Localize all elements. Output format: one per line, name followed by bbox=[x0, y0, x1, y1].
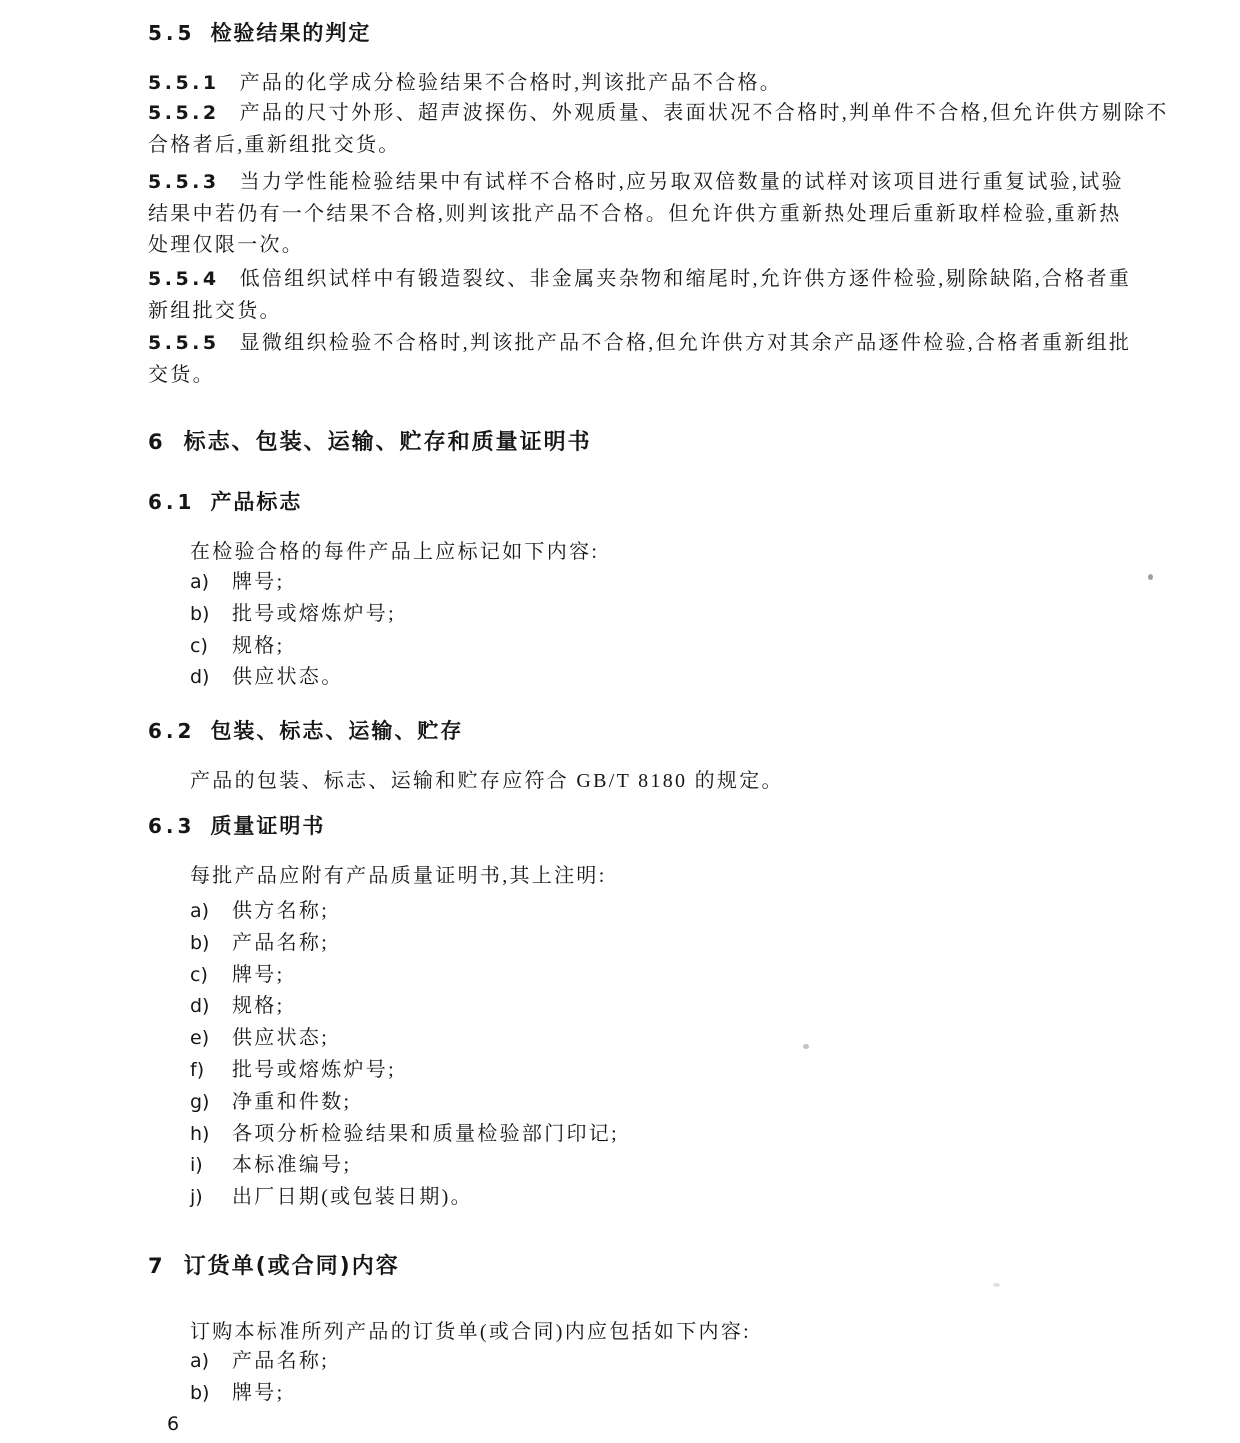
clause-5-5-5 bbox=[148, 328, 1148, 391]
list-6-1 bbox=[190, 567, 396, 694]
page-number: 6 bbox=[167, 1413, 180, 1435]
clause-line bbox=[148, 68, 1148, 100]
list-item-text: 供方名称; bbox=[232, 900, 330, 922]
list-item-label: a) bbox=[190, 1350, 210, 1372]
clause-number: 5.5.1 bbox=[148, 72, 220, 94]
clause-line bbox=[148, 264, 1148, 296]
clause-line: 处理仅限一次。 bbox=[148, 234, 305, 256]
heading-7-title: 订货单(或合同)内容 bbox=[183, 1254, 400, 1279]
clause-5-5-3 bbox=[148, 167, 1148, 262]
list-item-label: i) bbox=[190, 1154, 203, 1177]
list-item-text: 批号或熔炼炉号; bbox=[232, 602, 396, 625]
list-item-text: 出厂日期(或包装日期)。 bbox=[232, 1186, 473, 1209]
paragraph-6-1-intro: 在检验合格的每件产品上应标记如下内容: bbox=[190, 541, 600, 563]
clause-line bbox=[148, 167, 1148, 199]
list-item-text: 供应状态; bbox=[232, 1027, 330, 1050]
clause-5-5-2 bbox=[148, 98, 1169, 161]
list-item-text: 牌号; bbox=[232, 1381, 285, 1404]
list-item-label: c) bbox=[190, 634, 208, 657]
list-item bbox=[190, 1087, 619, 1119]
list-item bbox=[190, 1055, 619, 1087]
heading-6-1-title: 产品标志 bbox=[210, 490, 303, 514]
list-item-label: e) bbox=[190, 1027, 210, 1050]
heading-6-1 bbox=[148, 487, 302, 517]
clause-line: 交货。 bbox=[148, 363, 215, 386]
list-item bbox=[190, 960, 619, 992]
list-item bbox=[190, 1023, 619, 1055]
list-item-label: j) bbox=[190, 1186, 203, 1209]
paragraph-7-intro: 订购本标准所列产品的订货单(或合同)内应包括如下内容: bbox=[190, 1321, 751, 1343]
list-item-label: a) bbox=[190, 571, 210, 593]
clause-line bbox=[148, 98, 1169, 130]
heading-7 bbox=[148, 1251, 400, 1282]
list-item-text: 批号或熔炼炉号; bbox=[232, 1058, 396, 1081]
clause-line: 结果中若仍有一个结果不合格,则判该批产品不合格。但允许供方重新热处理后重新取样检验,重新热 bbox=[148, 202, 1122, 225]
heading-6-2 bbox=[148, 716, 463, 746]
heading-6 bbox=[148, 427, 592, 458]
list-item-label: d) bbox=[190, 995, 210, 1018]
heading-7-number: 7 bbox=[148, 1254, 166, 1278]
heading-6-3 bbox=[148, 811, 325, 841]
scan-speck bbox=[803, 1044, 809, 1049]
list-item-label: d) bbox=[190, 666, 210, 689]
list-item-text: 产品名称; bbox=[232, 1350, 330, 1372]
list-item bbox=[190, 567, 396, 599]
heading-6-1-number: 6.1 bbox=[148, 490, 196, 514]
list-item-text: 规格; bbox=[232, 634, 285, 657]
clause-5-5-4 bbox=[148, 264, 1148, 327]
list-item bbox=[190, 1182, 619, 1214]
heading-5-5-title: 检验结果的判定 bbox=[210, 21, 372, 45]
list-item-label: a) bbox=[190, 900, 210, 922]
clause-text: 低倍组织试样中有锻造裂纹、非金属夹杂物和缩尾时,允许供方逐件检验,剔除缺陷,合格者重 bbox=[239, 268, 1132, 290]
clause-number: 5.5.5 bbox=[148, 332, 220, 354]
clause-number: 5.5.2 bbox=[148, 102, 220, 124]
clause-text: 产品的尺寸外形、超声波探伤、外观质量、表面状况不合格时,判单件不合格,但允许供方剔除不 bbox=[239, 102, 1169, 124]
heading-6-2-title: 包装、标志、运输、贮存 bbox=[210, 719, 464, 743]
list-6-3 bbox=[190, 896, 619, 1214]
list-item bbox=[190, 928, 619, 960]
heading-6-3-title: 质量证明书 bbox=[210, 814, 326, 838]
clause-number: 5.5.3 bbox=[148, 171, 220, 193]
list-item bbox=[190, 1346, 329, 1378]
list-item-label: g) bbox=[190, 1090, 210, 1113]
list-item bbox=[190, 896, 619, 928]
scan-speck bbox=[1148, 574, 1153, 580]
clause-text: 显微组织检验不合格时,判该批产品不合格,但允许供方对其余产品逐件检验,合格者重新组批 bbox=[239, 332, 1132, 354]
list-item-label: h) bbox=[190, 1122, 210, 1145]
paragraph-6-2-body: 产品的包装、标志、运输和贮存应符合 GB/T 8180 的规定。 bbox=[190, 770, 784, 792]
list-item-label: b) bbox=[190, 1381, 210, 1404]
list-item-text: 本标准编号; bbox=[232, 1154, 352, 1177]
list-7 bbox=[190, 1346, 329, 1410]
list-item-text: 牌号; bbox=[232, 571, 285, 593]
list-item-text: 产品名称; bbox=[232, 931, 330, 954]
clause-line: 新组批交货。 bbox=[148, 299, 282, 322]
heading-6-title: 标志、包装、运输、贮存和质量证明书 bbox=[183, 430, 592, 455]
list-item bbox=[190, 1150, 619, 1182]
list-item bbox=[190, 599, 396, 631]
list-item-text: 净重和件数; bbox=[232, 1090, 352, 1113]
clause-line: 合格者后,重新组批交货。 bbox=[148, 133, 401, 156]
list-item-label: b) bbox=[190, 602, 210, 625]
heading-6-3-number: 6.3 bbox=[148, 814, 196, 838]
heading-6-number: 6 bbox=[148, 430, 166, 454]
clause-5-5-1 bbox=[148, 68, 1148, 100]
list-item bbox=[190, 662, 396, 694]
list-item-label: b) bbox=[190, 931, 210, 954]
clause-line bbox=[148, 328, 1148, 360]
clause-text: 当力学性能检验结果中有试样不合格时,应另取双倍数量的试样对该项目进行重复试验,试验 bbox=[239, 171, 1124, 193]
clause-text: 产品的化学成分检验结果不合格时,判该批产品不合格。 bbox=[239, 72, 783, 94]
list-item-text: 牌号; bbox=[232, 963, 285, 986]
paragraph-6-3-intro: 每批产品应附有产品质量证明书,其上注明: bbox=[190, 865, 607, 887]
clause-number: 5.5.4 bbox=[148, 268, 220, 290]
list-item bbox=[190, 1119, 619, 1151]
list-item bbox=[190, 1378, 329, 1410]
heading-5-5-number: 5.5 bbox=[148, 21, 196, 45]
heading-5-5 bbox=[148, 18, 371, 48]
scan-speck bbox=[993, 1283, 1000, 1287]
list-item bbox=[190, 991, 619, 1023]
list-item bbox=[190, 631, 396, 663]
list-item-label: f) bbox=[190, 1058, 205, 1081]
list-item-text: 供应状态。 bbox=[232, 666, 344, 689]
list-item-text: 规格; bbox=[232, 995, 285, 1018]
heading-6-2-number: 6.2 bbox=[148, 719, 196, 743]
list-item-text: 各项分析检验结果和质量检验部门印记; bbox=[232, 1122, 619, 1145]
list-item-label: c) bbox=[190, 963, 208, 986]
